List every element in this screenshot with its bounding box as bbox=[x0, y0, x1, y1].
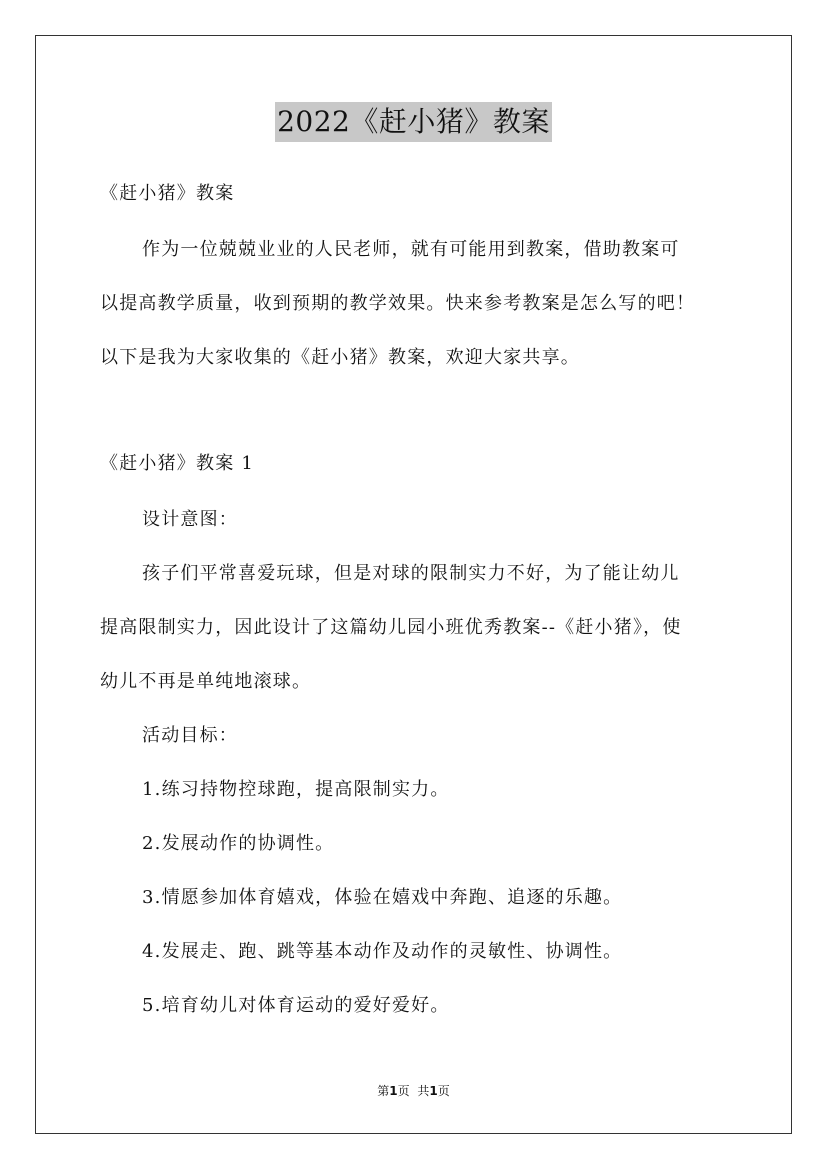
list-item: 3.情愿参加体育嬉戏，体验在嬉戏中奔跑、追逐的乐趣。 bbox=[142, 887, 623, 908]
paragraph-line: 作为一位兢兢业业的人民老师，就有可能用到教案，借助教案可 bbox=[142, 239, 680, 260]
total-prefix: 共 bbox=[417, 1084, 430, 1098]
paragraph-line: 以提高教学质量，收到预期的教学效果。快来参考教案是怎么写的吧！ bbox=[100, 293, 696, 314]
total-label: 页 bbox=[437, 1084, 450, 1098]
page-label: 页 bbox=[397, 1084, 410, 1098]
paragraph-line: 幼儿不再是单纯地滚球。 bbox=[100, 671, 312, 692]
section-heading: 《赶小猪》教案 1 bbox=[100, 453, 254, 474]
total-pages: 1 bbox=[429, 1084, 438, 1098]
page-prefix: 第 bbox=[377, 1084, 390, 1098]
subheading: 设计意图： bbox=[142, 509, 238, 530]
document-title: 2022《赶小猪》教案 bbox=[275, 102, 552, 142]
section-heading: 《赶小猪》教案 bbox=[100, 183, 235, 204]
paragraph-line: 以下是我为大家收集的《赶小猪》教案，欢迎大家共享。 bbox=[100, 347, 580, 368]
title-container bbox=[0, 102, 827, 142]
page-number: 1 bbox=[389, 1084, 398, 1098]
list-item: 1.练习持物控球跑，提高限制实力。 bbox=[142, 779, 450, 800]
page-footer bbox=[0, 1083, 827, 1099]
paragraph-line: 提高限制实力，因此设计了这篇幼儿园小班优秀教案--《赶小猪》，使 bbox=[100, 617, 682, 638]
subheading: 活动目标： bbox=[142, 725, 238, 746]
list-item: 2.发展动作的协调性。 bbox=[142, 833, 335, 854]
list-item: 4.发展走、跑、跳等基本动作及动作的灵敏性、协调性。 bbox=[142, 941, 623, 962]
list-item: 5.培育幼儿对体育运动的爱好爱好。 bbox=[142, 995, 450, 1016]
paragraph-line: 孩子们平常喜爱玩球，但是对球的限制实力不好，为了能让幼儿 bbox=[142, 563, 680, 584]
